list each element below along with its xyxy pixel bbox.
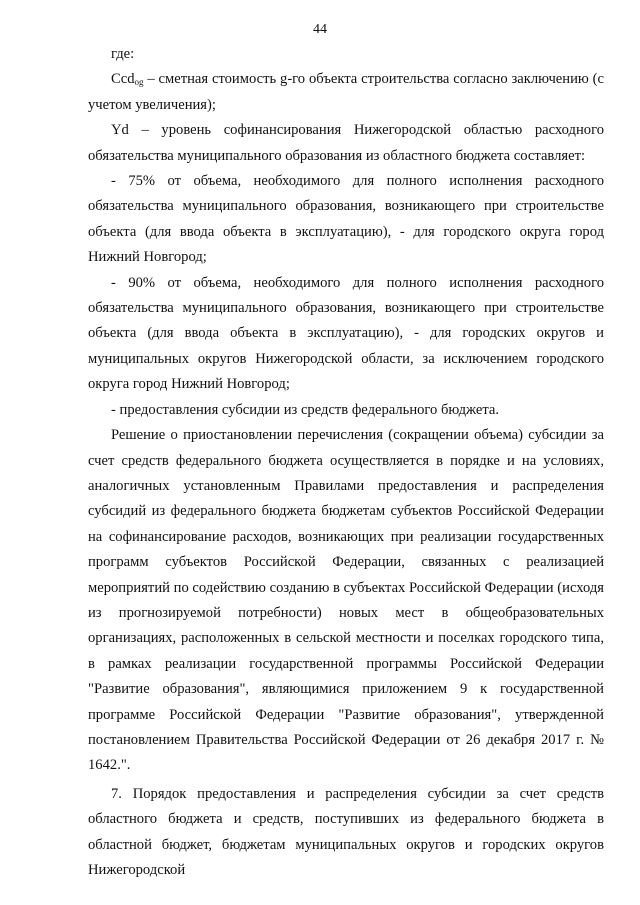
ccd-subscript: og bbox=[134, 77, 144, 88]
page-number: 44 bbox=[313, 22, 327, 37]
list-item: - 75% от объема, необходимого для полного исполнения расходного обязательства муниципального образования, возникающего при строительстве объекта (для ввода объекта в эксплуатацию), - для городского округа город Нижний Новгород; bbox=[88, 173, 604, 266]
list-item: - предоставления субсидии из средств федерального бюджета. bbox=[111, 401, 500, 418]
decision-paragraph: Решение о приостановлении перечисления (сокращении объема) субсидии за счет средств федерального бюджета осуществляется в порядке и на условиях, аналогичных установленным Правилами предоставления и распределения субсидий из федерального бюджета бюджетам субъектов Российской Федерации на софинансирование расходов, возникающих при реализации государственных программ субъектов Российской Федерации, связанных с реализацией мероприятий по содействию созданию в субъектах Российской Федерации (исходя из прогнозируемой потребности) новых мест в общеобразовательных организациях, расположенных в сельской местности и поселках городского типа, в рамках реализации государственной программы Российской Федерации "Развитие образования", являющимися приложением 9 к государственной программе Российской Федерации "Развитие образования", утвержденной постановлением Правительства Российской Федерации от 26 декабря 2017 г. № 1642.". bbox=[88, 427, 604, 774]
list-item: - 90% от объема, необходимого для полного исполнения расходного обязательства муниципального образования, возникающего при строительстве объекта (для ввода объекта в эксплуатацию), - для городских округов и муниципальных округов Нижегородской области, за исключением городского округа город Нижний Новгород; bbox=[88, 274, 604, 393]
section-7-paragraph: 7. Порядок предоставления и распределения субсидии за счет средств областного бюджета и средств, поступивших из федерального бюджета в областной бюджет, бюджетам муниципальных округов и городских округов Нижегородской bbox=[88, 785, 604, 878]
document-body bbox=[88, 42, 604, 883]
yd-definition: Yd – уровень софинансирования Нижегородской областью расходного обязательства муниципального образования из областного бюджета составляет: bbox=[88, 122, 604, 164]
ccd-symbol: Ccd bbox=[111, 71, 135, 88]
ccd-definition bbox=[88, 67, 604, 118]
intro-text: где: bbox=[111, 46, 135, 62]
ccd-definition-text: – сметная стоимость g-го объекта строительства согласно заключению (с учетом увеличения); bbox=[88, 71, 604, 113]
